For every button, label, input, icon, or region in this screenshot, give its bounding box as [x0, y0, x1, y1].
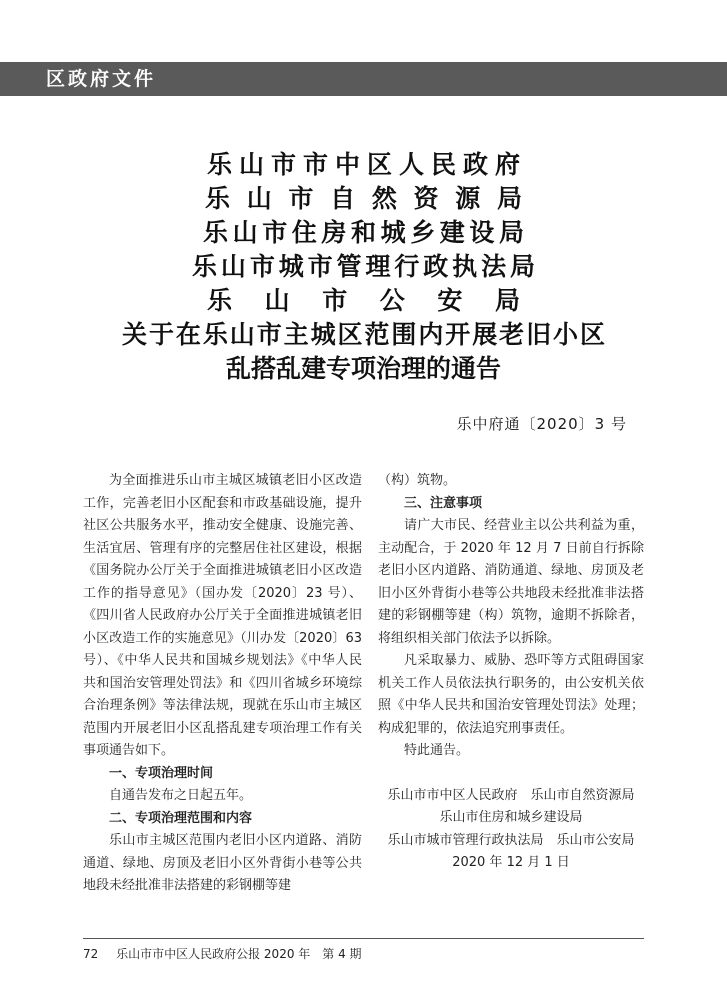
publication-name: 乐山市市中区人民政府公报 2020 年 第 4 期	[116, 947, 362, 961]
section-header-label: 区政府文件	[46, 68, 157, 90]
section-3-heading: 三、注意事项	[404, 495, 483, 511]
document-title	[100, 148, 627, 386]
header-band	[0, 62, 727, 96]
title-issuer-public-security: 乐山市公安局	[207, 286, 520, 315]
right-column	[378, 470, 644, 875]
section-2-continuation: （构）筑物。	[378, 473, 457, 488]
section-1-body: 自通告发布之日起五年。	[109, 788, 253, 803]
page-number: 72	[83, 947, 99, 961]
title-subject-line-2: 乱搭乱建专项治理的通告	[225, 354, 501, 383]
title-issuer-district-government: 乐山市市中区人民政府	[207, 150, 520, 179]
document-number: 乐中府通〔2020〕3 号	[456, 415, 627, 433]
intro-paragraph: 为全面推进乐山市主城区城镇老旧小区改造工作，完善老旧小区配套和市政基础设施，提升社区公共服务水平，推动安全健康、设施完善、生活宜居、管理有序的完整居住社区建设，根据《国务院办公厅关于全面推进城镇老旧小区改造工作的指导意见》（国办发〔2020〕23 号）、《四川省人民政府办公厅关于全面推进城镇老旧小区改造工作的实施意见》（川办发〔2020〕63 号）、《中华人民共和国城乡规划法》《中华人民共和国治安管理处罚法》和《四川省城乡环境综合治理条例》等法律法规，现就在乐山市主城区范围内开展老旧小区乱搭乱建专项治理工作有关事项通告如下。	[83, 473, 362, 758]
title-issuer-housing: 乐山市住房和城乡建设局	[203, 218, 524, 247]
left-column	[83, 470, 362, 898]
title-issuer-urban-management: 乐山市城市管理行政执法局	[192, 252, 535, 281]
footer-divider	[83, 938, 644, 939]
issue-date: 2020 年 12 月 1 日	[452, 855, 570, 870]
signature-line-2: 乐山市住房和城乡建设局	[439, 810, 583, 825]
section-2-heading: 二、专项治理范围和内容	[109, 810, 253, 826]
section-1-heading: 一、专项治理时间	[109, 765, 214, 781]
section-2-body: 乐山市主城区范围内老旧小区内道路、消防通道、绿地、房顶及老旧小区外背街小巷等公共地段未经批准非法搭建的彩钢棚等建	[83, 833, 362, 893]
title-subject-line-1: 关于在乐山市主城区范围内开展老旧小区	[122, 320, 605, 349]
closing-line: 特此通告。	[404, 743, 470, 758]
section-3-paragraph-2: 凡采取暴力、威胁、恐吓等方式阻碍国家机关工作人员依法执行职务的，由公安机关依照《中华人民共和国治安管理处罚法》处理；构成犯罪的，依法追究刑事责任。	[378, 653, 644, 736]
signature-block	[378, 785, 644, 875]
signature-line-1: 乐山市市中区人民政府 乐山市自然资源局	[387, 787, 635, 803]
section-3-paragraph-1: 请广大市民、经营业主以公共利益为重，主动配合，于 2020 年 12 月 7 日前自行拆除老旧小区内道路、消防通道、绿地、房顶及老旧小区外背街小巷等公共地段未经批准非法搭建的彩钢棚等建（构）筑物，逾期不拆除者，将组织相关部门依法予以拆除。	[378, 518, 644, 646]
page-footer	[83, 945, 362, 962]
signature-line-3: 乐山市城市管理行政执法局 乐山市公安局	[387, 832, 635, 848]
title-issuer-natural-resources: 乐山市自然资源局	[205, 184, 522, 213]
